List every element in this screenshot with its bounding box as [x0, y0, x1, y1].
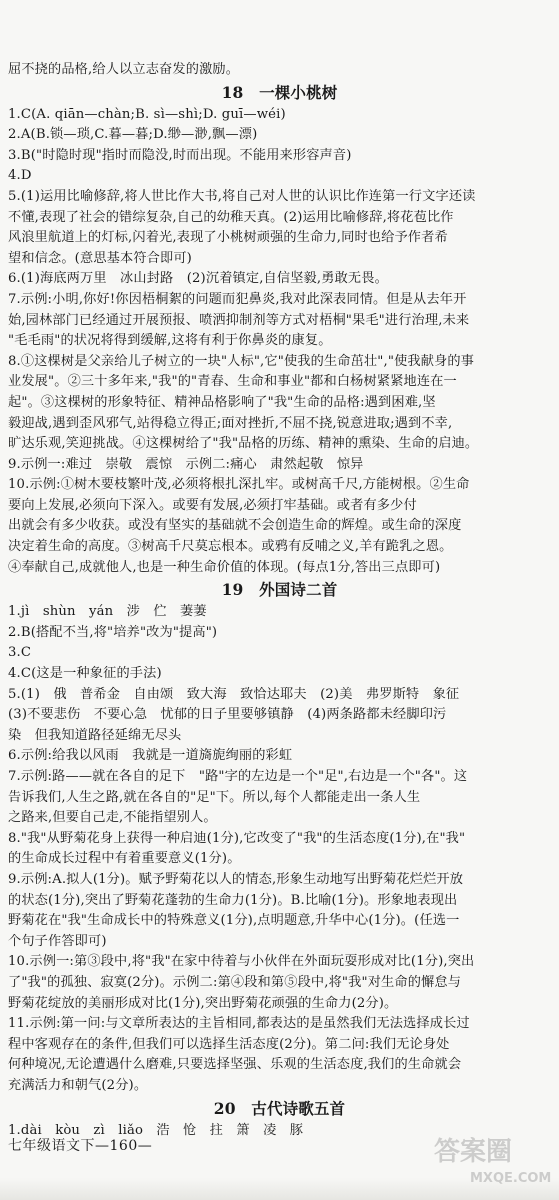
answer-line: 7.示例:小明,你好!你因梧桐絮的问题而犯鼻炎,我对此深表同情。但是从去年开: [8, 291, 467, 307]
answer-line: 的生命成长过程中有着重要意义(1分)。: [8, 851, 241, 867]
answer-line: 起"。③这棵树的形象特征、精神品格影响了"我"生命的品格:遇到困难,坚: [8, 394, 436, 410]
answer-line: 9.示例:A.拟人(1分)。赋予野菊花以人的情态,形象生动地写出野菊花烂烂开放: [8, 871, 464, 887]
answer-line: 旷达乐观,笑迎挑战。④这棵树给了"我"品格的历练、精神的熏染、生命的启迪。: [8, 436, 479, 452]
answer-line: 始,园林部门已经通过开展预报、喷洒抑制剂等方式对梧桐"果毛"进行治理,未来: [8, 312, 470, 328]
answer-line: 不懂,表现了社会的错综复杂,自己的幼稚天真。(2)运用比喻修辞,将花苞比作: [8, 209, 454, 225]
answer-line: 8."我"从野菊花身上获得一种启迪(1分),它改变了"我"的生活态度(1分),在"我": [8, 830, 466, 846]
answer-line: 6.示例:给我以风雨 我就是一道旖旎绚丽的彩虹: [8, 748, 293, 764]
answer-line: 程中客观存在的条件,但我们可以选择生活态度(2分)。第二问:我们无论身处: [8, 1036, 450, 1052]
section-heading: 19 外国诗二首: [221, 580, 338, 600]
answer-line: 10.示例一:第③段中,将"我"在家中待着与小伙伴在外面玩耍形成对比(1分),突出: [8, 954, 475, 970]
page-footer: 七年级语文下—160—: [8, 1138, 153, 1154]
answer-text-block: [8, 60, 551, 1141]
answer-line: 8.①这棵树是父亲给儿子树立的一块"人标",它"使我的生命茁壮","使我献身的事: [8, 353, 475, 369]
answer-line: 出就会有多少收获。或没有坚实的基础就不会创造生命的辉煌。或生命的深度: [8, 518, 462, 534]
answer-line: 3.C: [8, 645, 32, 661]
answer-line: "毛毛雨"的状况将得到缓解,这将有利于你鼻炎的康复。: [8, 333, 332, 349]
answer-line: 屈不挠的品格,给人以立志奋发的激励。: [8, 62, 240, 77]
answer-line: 野菊花绽放的美丽形成对比(1分),突出野菊花顽强的生命力(2分)。: [8, 995, 398, 1011]
answer-line: 染 但我知道路径延绵无尽头: [8, 727, 182, 743]
answer-line: 野菊花在"我"生命成长中的特殊意义(1分),点明题意,升华中心(1分)。(任选一: [8, 913, 460, 929]
answer-line: 3.B("时隐时现"指时而隐没,时而出现。不能用来形容声音): [8, 147, 352, 163]
answer-line: 风浪里航道上的灯标,闪着光,表现了小桃树顽强的生命力,同时也给予作者希: [8, 230, 448, 246]
answer-line: 毅迎战,遇到歪风邪气,站得稳立得正;面对挫折,不屈不挠,锐意进取;遇到不幸,: [8, 415, 453, 431]
watermark-logo: [430, 1130, 555, 1190]
answer-line: 决定着生命的高度。③树高千尺莫忘根本。或鸦有反哺之义,羊有跪乳之恩。: [8, 539, 453, 555]
watermark-url: MXQE.COM: [470, 1171, 552, 1186]
answer-line: 6.(1)海底两万里 冰山封路 (2)沉着镇定,自信坚毅,勇敢无畏。: [8, 271, 388, 287]
answer-line: 之路来,但要自己走,不能指望别人。: [8, 810, 217, 826]
answer-line: 11.示例:第一问:与文章所表达的主旨相同,都表达的是虽然我们无法选择成长过: [8, 1016, 470, 1032]
answer-line: 10.示例:①树木要枝繁叶茂,必须将根扎深扎牢。或树高千尺,方能树根。②生命: [8, 477, 470, 493]
answer-line: 5.(1)运用比喻修辞,将人世比作大书,将自己对人世的认识比作连第一行文字还读: [8, 188, 476, 204]
answer-line: ④奉献自己,成就他人,也是一种生命价值的体现。(每点1分,答出三点即可): [8, 559, 441, 575]
answer-line: 1.C(A. qiān—chàn;B. sì—shì;D. guī—wéi): [8, 106, 286, 122]
watermark-title: 答案圈: [434, 1137, 513, 1167]
answer-line: 望和信念。(意思基本符合即可): [8, 250, 192, 266]
answer-line: 2.A(B.锁—琐,C.暮—暮;D.缈—渺,飘—漂): [8, 127, 258, 143]
answer-line: 4.D: [8, 168, 32, 184]
answer-line: 何种境况,无论遭遇什么磨难,只要选择坚强、乐观的生活态度,我们的生命就会: [8, 1057, 462, 1073]
answer-line: 4.C(这是一种象征的手法): [8, 666, 162, 682]
answer-line: 充满活力和朝气(2分)。: [8, 1077, 148, 1093]
answer-line: 要向上发展,必须向下深入。或要有发展,必须打牢基础。或者有多少付: [8, 497, 417, 513]
answer-line: 1.dài kòu zì liǎo 浩 怆 拄 箫 凌 豚: [8, 1122, 304, 1138]
answer-line: 9.示例一:难过 崇敬 震惊 示例二:痛心 肃然起敬 惊异: [8, 456, 364, 472]
answer-line: 的状态(1分),突出了野菊花蓬勃的生命力(1分)。B.比喻(1分)。形象地表现出: [8, 892, 458, 908]
section-heading: 18 一棵小桃树: [221, 82, 338, 102]
answer-line: 7.示例:路——就在各自的足下 "路"字的左边是一个"足",右边是一个"各"。这: [8, 769, 468, 784]
answer-line: 2.B(搭配不当,将"培养"改为"提高"): [8, 624, 218, 640]
answer-line: 业发展"。②三十多年来,"我"的"青春、生命和事业"都和白杨树紧紧地连在一: [8, 374, 457, 390]
answer-line: (3)不要悲伤 不要心急 忧郁的日子里要够镇静 (4)两条路都未经脚印污: [8, 707, 447, 723]
answer-line: 告诉我们,人生之路,就在各自的"足"下。所以,每个人都能走出一条人生: [8, 789, 421, 805]
answer-line: 1.jì shùn yán 涉 伫 萋萋: [8, 604, 207, 620]
section-heading: 20 古代诗歌五首: [213, 1098, 346, 1118]
answer-line: 了"我"的孤独、寂寞(2分)。示例二:第④段和第⑤段中,将"我"对生命的懈怠与: [8, 974, 462, 990]
answer-line: 个句子作答即可): [8, 933, 107, 949]
answer-line: 5.(1) 俄 普希金 自由颂 致大海 致恰达耶夫 (2)美 弗罗斯特 象征: [8, 686, 460, 702]
